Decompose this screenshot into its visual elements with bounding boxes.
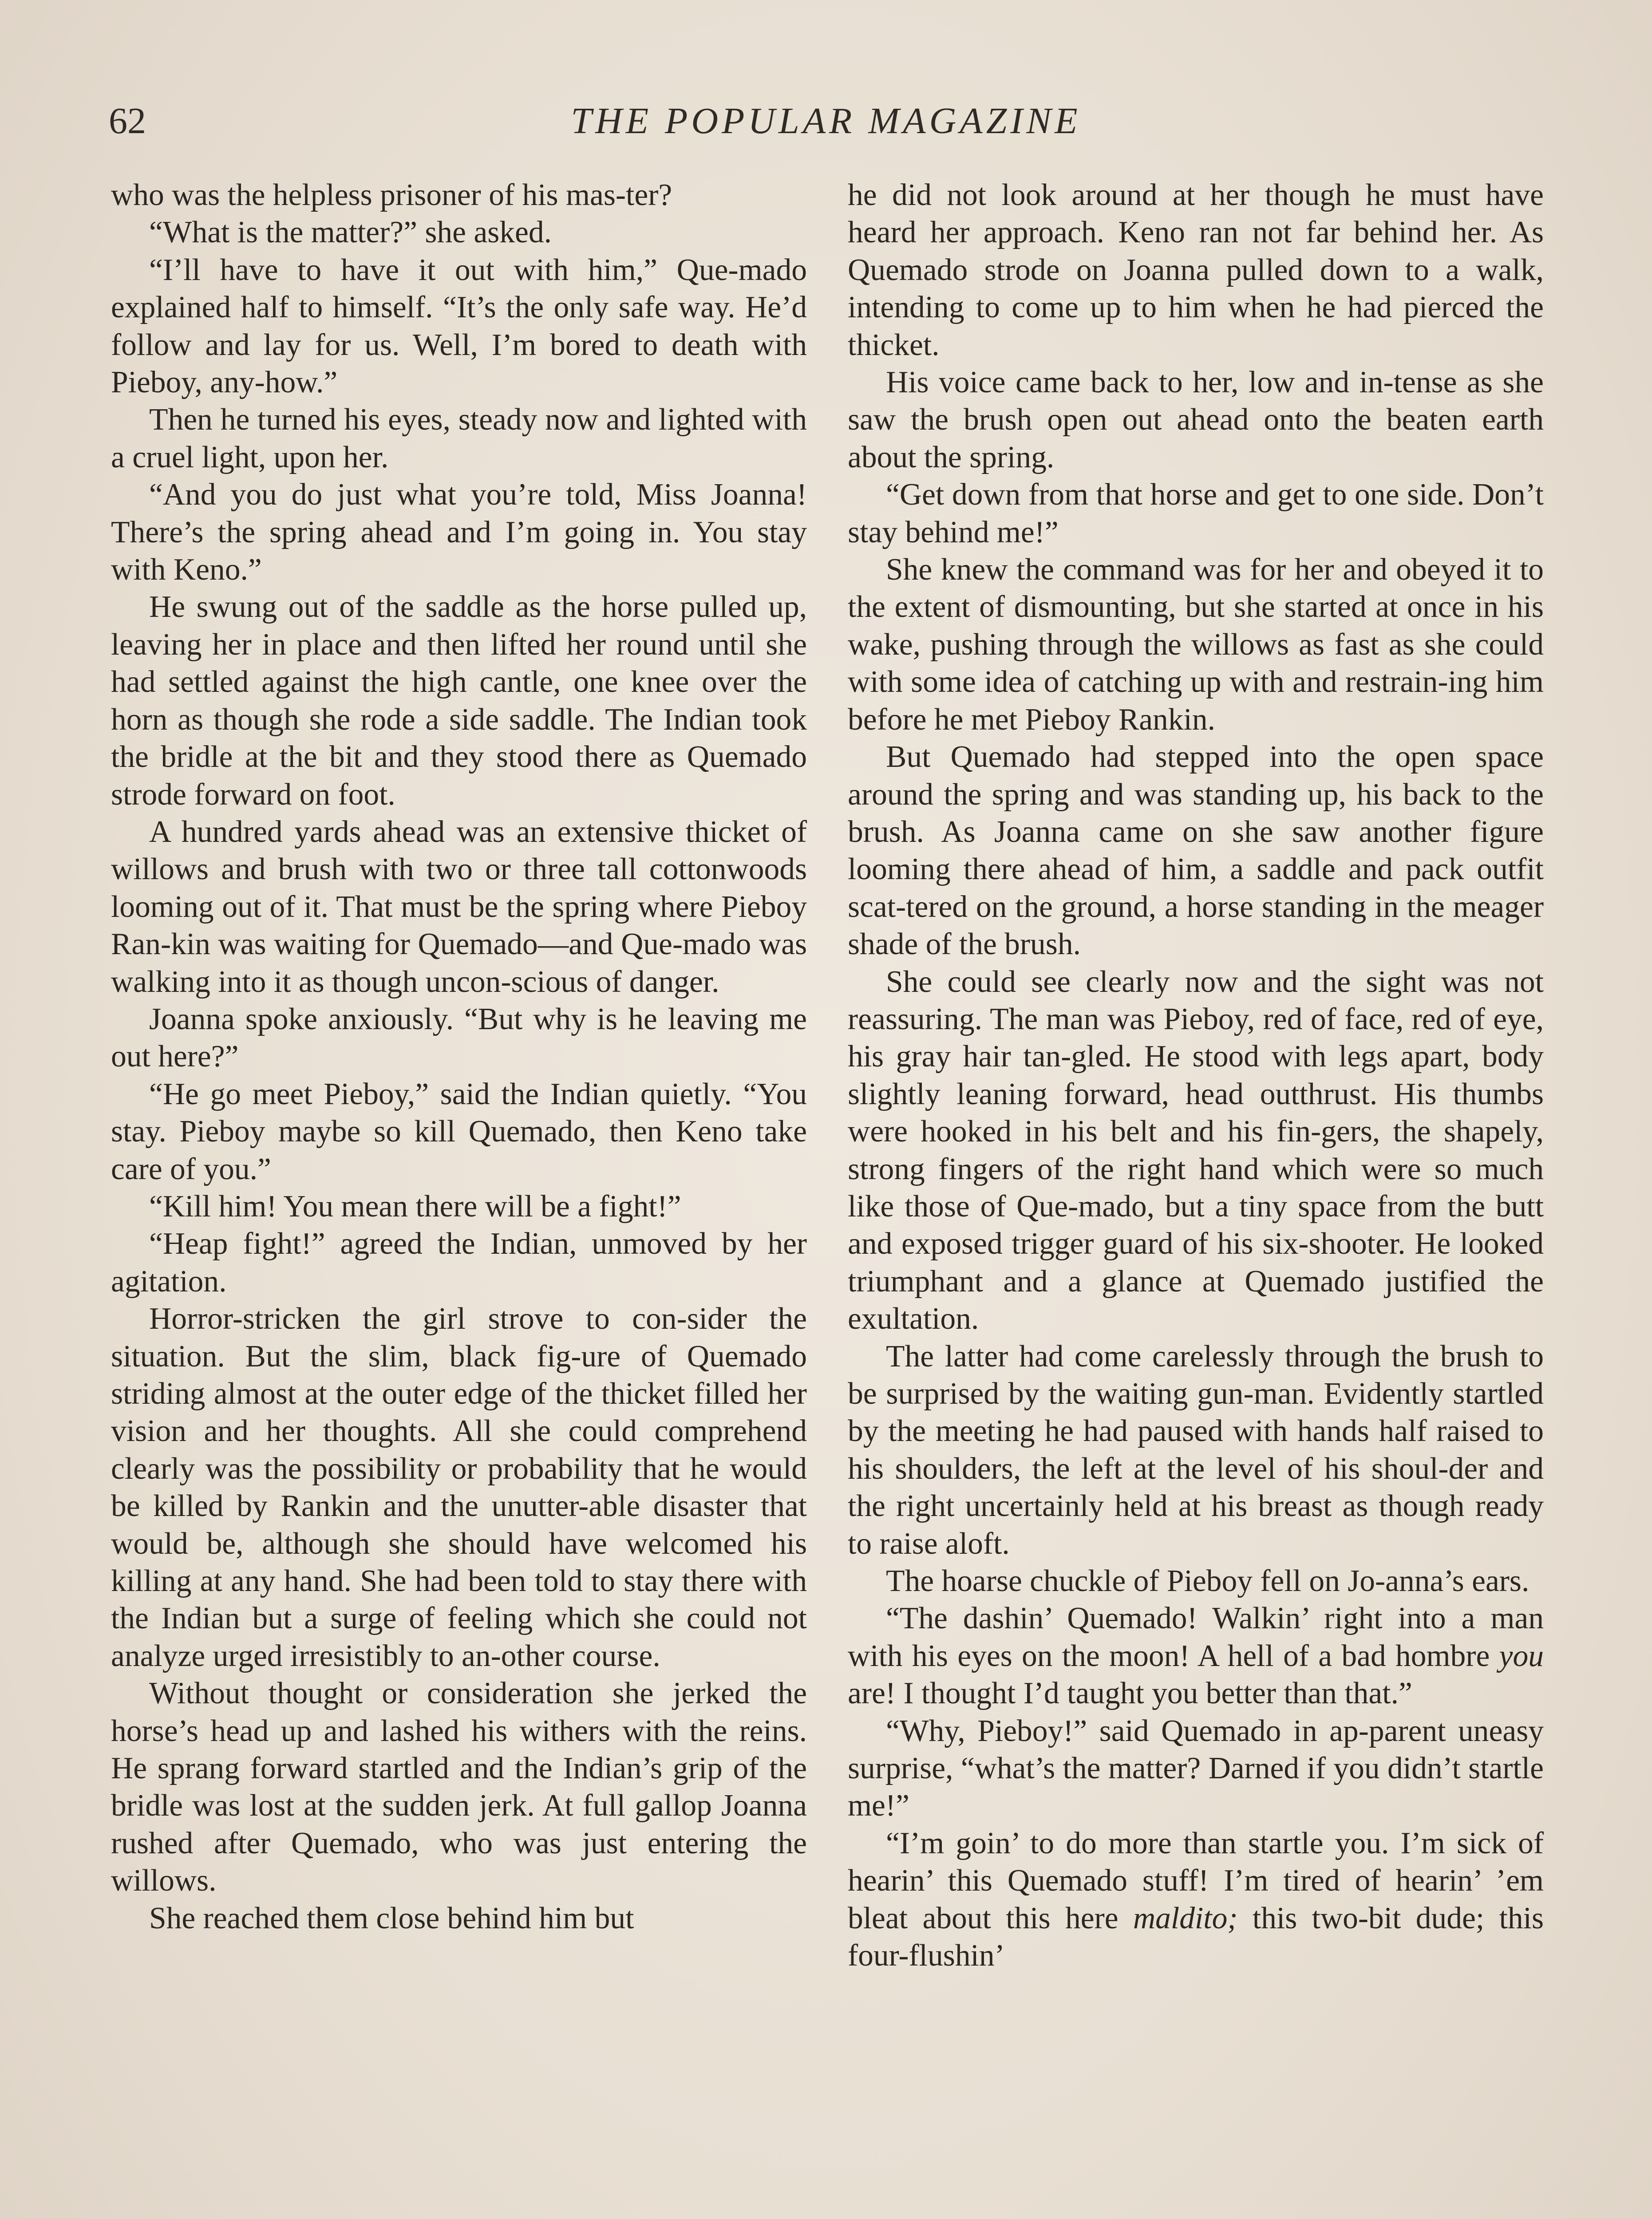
- paragraph: “Kill him! You mean there will be a fight!”: [149, 1189, 681, 1224]
- page-number: 62: [109, 100, 146, 142]
- paragraph: “I’ll have to have it out with him,” Que-mado explained half to himself. “It’s the only safe way. He’d follow and lay for us. Well, I’m bored to death with Pieboy, any-how.”: [111, 253, 807, 400]
- paragraph: A hundred yards ahead was an extensive thicket of willows and brush with two or three tall cottonwoods looming out of it. That must be the spring where Pieboy Ran-kin was waiting for Quemado—and Que-mado was walking into it as though uncon-scious of danger.: [111, 814, 807, 999]
- paragraph: Joanna spoke anxiously. “But why is he leaving me out here?”: [111, 1002, 807, 1074]
- paragraph: His voice came back to her, low and in-tense as she saw the brush open out ahead onto the beaten earth about the spring.: [848, 365, 1544, 474]
- paragraph: [848, 1600, 1544, 1712]
- right-column: [848, 177, 1544, 1975]
- paragraph: She knew the command was for her and obeyed it to the extent of dismounting, but she started at once in his wake, pushing through the willows as fast as she could with some idea of catching up with and restrain-ing him before he met Pieboy Rankin.: [848, 553, 1544, 737]
- paragraph: But Quemado had stepped into the open space around the spring and was standing up, his back to the brush. As Joanna came on she saw another figure looming there ahead of him, a saddle and pack outfit scat-tered on the ground, a horse standing in the meager shade of the brush.: [848, 740, 1544, 962]
- running-title: THE POPULAR MAGAZINE: [571, 100, 1081, 142]
- paragraph: The latter had come carelessly through the brush to be surprised by the waiting gun-man. Evidently startled by the meeting he had paused with hands half raised to his shoulders, the left at the level of his shoul-der and the right uncertainly held at his breast as though ready to raise aloft.: [848, 1339, 1544, 1561]
- paragraph: “What is the matter?” she asked.: [149, 215, 552, 250]
- paragraph: “Heap fight!” agreed the Indian, unmoved by her agitation.: [111, 1227, 807, 1299]
- paragraph: [848, 1825, 1544, 1975]
- paragraph: The hoarse chuckle of Pieboy fell on Jo-anna’s ears.: [886, 1564, 1529, 1599]
- left-column: [111, 177, 807, 1937]
- paragraph: “And you do just what you’re told, Miss Joanna! There’s the spring ahead and I’m going in. You stay with Keno.”: [111, 478, 807, 587]
- paragraph: Without thought or consideration she jerked the horse’s head up and lashed his withers with the reins. He sprang forward startled and the Indian’s grip of the bridle was lost at the sudden jerk. At full gallop Joanna rushed after Quemado, who was just entering the willows.: [111, 1676, 807, 1898]
- text-run: “I’m goin’ to do more than startle you. I’m sick of hearin’ this Quemado stuff! I’m tired of hearin’ ’em bleat about this here: [848, 1826, 1544, 1935]
- page-header: [109, 97, 1543, 146]
- paragraph: “He go meet Pieboy,” said the Indian quietly. “You stay. Pieboy maybe so kill Quemado, then Keno take care of you.”: [111, 1077, 807, 1186]
- paragraph: She could see clearly now and the sight was not reassuring. The man was Pieboy, red of face, red of eye, his gray hair tan-gled. He stood with legs apart, body slightly leaning forward, head outthrust. His thumbs were hooked in his belt and his fin-gers, the shapely, strong fingers of the right hand which were so much like those of Que-mado, but a tiny space from the butt and exposed trigger guard of his six-shooter. He looked triumphant and a glance at Quemado justified the exultation.: [848, 964, 1544, 1336]
- paragraph: “Get down from that horse and get to one side. Don’t stay behind me!”: [848, 478, 1544, 549]
- paragraph: He swung out of the saddle as the horse pulled up, leaving her in place and then lifted her round until she had settled against the high cantle, one knee over the horn as though she rode a side saddle. The Indian took the bridle at the bit and they stood there as Quemado strode forward on foot.: [111, 590, 807, 812]
- paragraph: “Why, Pieboy!” said Quemado in ap-parent uneasy surprise, “what’s the matter? Darned if you didn’t startle me!”: [848, 1714, 1544, 1823]
- italic-text: you: [1499, 1639, 1544, 1673]
- text-run: are! I thought I’d taught you better than that.”: [848, 1676, 1412, 1711]
- paragraph: Then he turned his eyes, steady now and lighted with a cruel light, upon her.: [111, 403, 807, 474]
- text-run: this two-bit dude; this four-flushin’: [848, 1901, 1544, 1973]
- text-run: “The dashin’ Quemado! Walkin’ right into a man with his eyes on the moon! A hell of a bad hombre: [848, 1601, 1544, 1673]
- paragraph: She reached them close behind him but: [149, 1901, 634, 1935]
- italic-text: maldito;: [1133, 1901, 1238, 1935]
- paragraph: he did not look around at her though he must have heard her approach. Keno ran not far behind her. As Quemado strode on Joanna pulled down to a walk, intending to come up to him when he had pierced the thicket.: [848, 178, 1544, 362]
- paragraph: who was the helpless prisoner of his mas-ter?: [111, 178, 672, 212]
- paragraph: Horror-stricken the girl strove to con-sider the situation. But the slim, black fig-ure of Quemado striding almost at the outer edge of the thicket filled her vision and her thoughts. All she could comprehend clearly was the possibility or probability that he would be killed by Rankin and the unutter-able disaster that would be, although she should have welcomed his killing at any hand. She had been told to stay there with the Indian but a surge of feeling which she could not analyze urged irresistibly to an-other course.: [111, 1302, 807, 1673]
